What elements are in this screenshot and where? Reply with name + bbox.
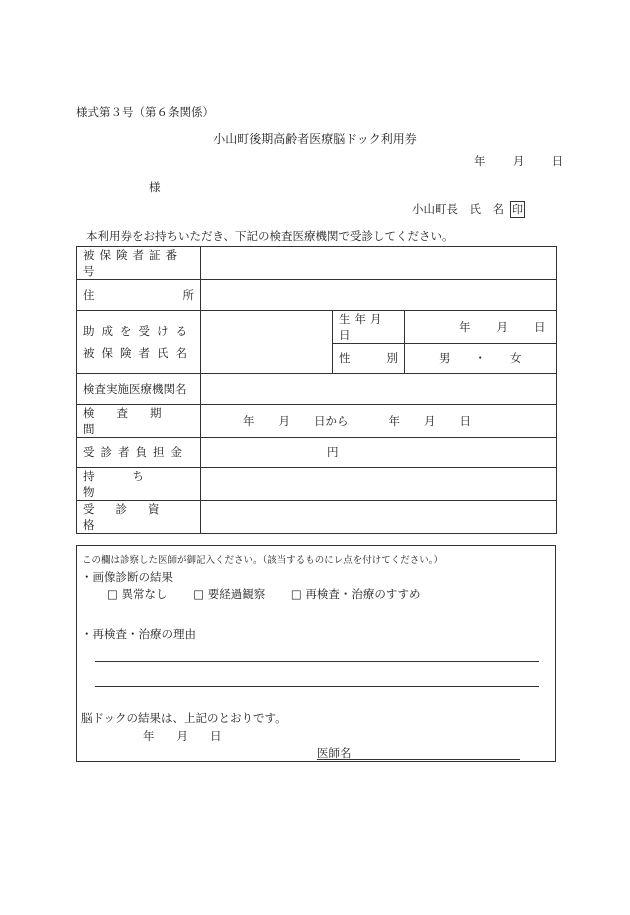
table-row-insurance-number <box>77 247 557 280</box>
address-label-char2: 所 <box>182 287 194 302</box>
copay-label-text: 受診者負担金 <box>83 445 188 460</box>
table-row-period <box>77 404 557 437</box>
reason-line-2[interactable] <box>95 686 539 687</box>
copay-unit: 円 <box>327 445 339 460</box>
option-reexamination[interactable]: □ 再検査・治療のすすめ <box>290 587 421 601</box>
doctor-section <box>76 545 556 762</box>
gender-label <box>333 343 405 374</box>
option-no-abnormality[interactable]: □ 異常なし <box>107 587 168 601</box>
gender-separator: ・ <box>474 351 486 366</box>
option-follow-up[interactable]: □ 要経過観察 <box>193 587 266 601</box>
doctor-date-day: 日 <box>210 729 222 743</box>
gender-label-char1: 性 <box>339 351 351 366</box>
eligibility-label-text: 受診資格 <box>83 502 181 532</box>
period-to-month: 月 <box>424 413 436 428</box>
eligibility-field[interactable] <box>201 501 557 534</box>
issue-date <box>474 153 563 169</box>
address-field[interactable] <box>201 280 557 311</box>
recipient-label-line1: 助成を受ける <box>83 323 194 338</box>
doctor-name-label: 医師名 <box>317 746 352 760</box>
issue-year: 年 <box>474 154 486 168</box>
period-to-day: 日 <box>459 413 471 428</box>
belongings-label-text: 持ち物 <box>83 469 182 499</box>
period-from-year: 年 <box>243 413 255 428</box>
period-label-text: 検査期間 <box>83 405 184 436</box>
facility-field[interactable] <box>201 374 557 405</box>
period-from-month: 月 <box>278 413 290 428</box>
doctor-name-line[interactable] <box>317 759 520 760</box>
imaging-heading: ・画像診断の結果 <box>81 570 173 584</box>
birthdate-field[interactable] <box>405 310 557 343</box>
table-row-birthdate <box>77 310 557 343</box>
table-row-belongings <box>77 468 557 501</box>
copay-label <box>77 437 201 468</box>
belongings-label <box>77 468 201 501</box>
address-label-char1: 住 <box>83 287 95 302</box>
table-row-facility <box>77 374 557 405</box>
form-number: 様式第３号（第６条関係） <box>76 105 214 119</box>
doctor-date-month: 月 <box>176 729 188 743</box>
issuer-name: 小山町長 氏 名 <box>412 202 504 216</box>
table-row-copay <box>77 437 557 468</box>
gender-male: 男 <box>439 351 451 366</box>
belongings-field[interactable] <box>201 468 557 501</box>
gender-female: 女 <box>510 351 522 366</box>
recipient-label-line2: 被保険者氏名 <box>83 345 194 360</box>
period-from-day: 日から <box>314 413 349 428</box>
birthdate-month: 月 <box>496 319 508 334</box>
insurance-number-label-text: 被保険者証番号 <box>83 248 182 278</box>
facility-label-text: 検査実施医療機関名 <box>83 381 187 396</box>
table-row-eligibility <box>77 501 557 534</box>
recipient-name-field[interactable] <box>201 310 333 374</box>
birthdate-label-text: 生年月日 <box>339 311 386 342</box>
recipient-suffix: 様 <box>149 180 161 194</box>
birthdate-day: 日 <box>534 319 546 334</box>
issuer <box>412 201 525 218</box>
coupon-info-table <box>76 246 557 534</box>
period-to-year: 年 <box>388 413 400 428</box>
doctor-section-note: この欄は診察した医師が御記入ください。（該当するものにレ点を付けてください。） <box>82 555 444 566</box>
birthdate-label <box>333 310 405 343</box>
eligibility-label <box>77 501 201 534</box>
gender-label-char2: 別 <box>386 351 398 366</box>
period-field[interactable] <box>201 404 557 437</box>
copay-field[interactable] <box>201 437 557 468</box>
address-label <box>77 280 201 311</box>
doctor-date <box>143 728 222 744</box>
intro-text: 本利用券をお持ちいただき、下記の検査医療機関で受診してください。 <box>86 229 454 243</box>
seal-mark: 印 <box>512 203 523 216</box>
reason-heading: ・再検査・治療の理由 <box>81 627 196 641</box>
birthdate-year: 年 <box>459 319 471 334</box>
doctor-date-year: 年 <box>143 729 155 743</box>
insurance-number-field[interactable] <box>201 247 557 280</box>
confirmation-text: 脳ドックの結果は、上記のとおりです。 <box>81 711 287 725</box>
imaging-options <box>107 586 443 602</box>
insurance-number-label <box>77 247 201 280</box>
reason-line-1[interactable] <box>95 661 539 662</box>
issue-day: 日 <box>551 154 564 168</box>
form-title: 小山町後期高齢者医療脳ドック利用券 <box>213 132 417 146</box>
gender-field[interactable] <box>405 343 557 374</box>
table-row-address <box>77 280 557 311</box>
period-label <box>77 404 201 437</box>
recipient-name-label <box>77 310 201 374</box>
facility-label <box>77 374 201 405</box>
issue-month: 月 <box>512 154 525 168</box>
